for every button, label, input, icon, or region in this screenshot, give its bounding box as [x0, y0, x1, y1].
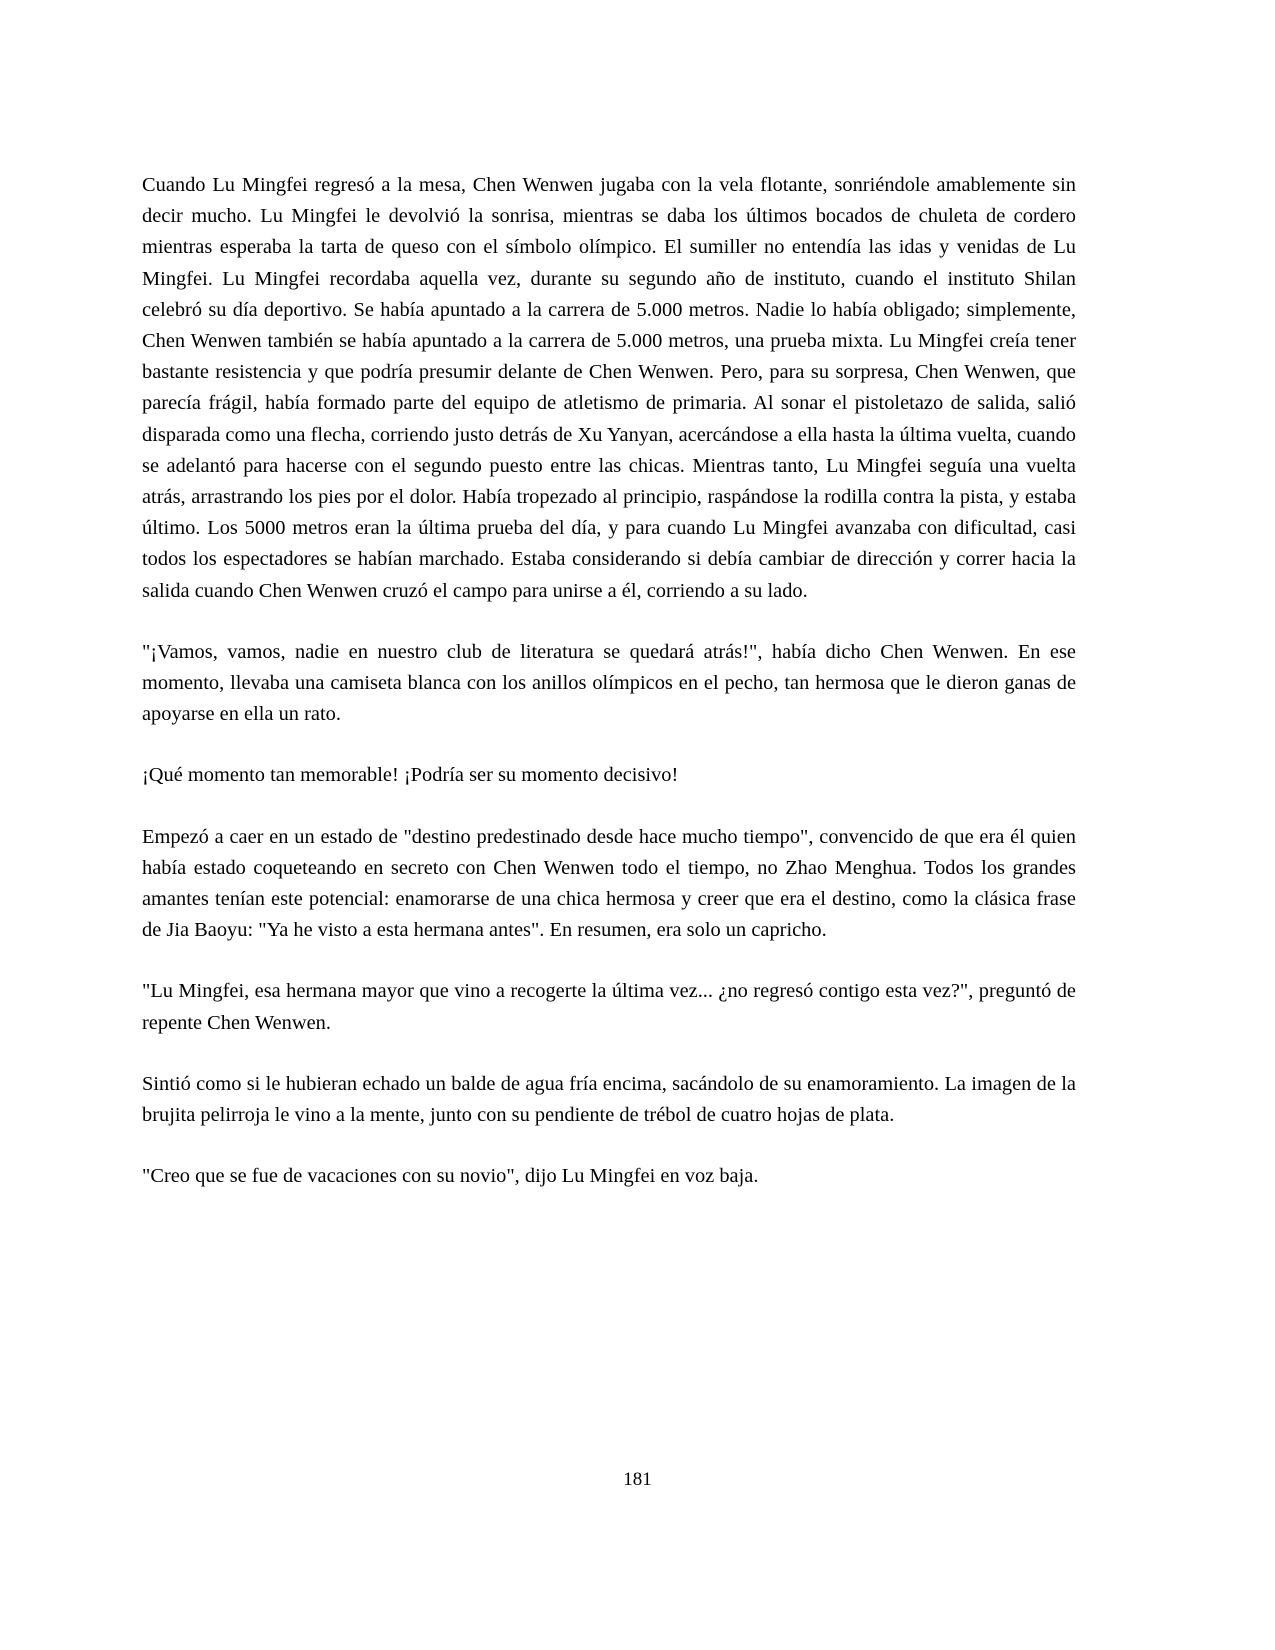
paragraph: Cuando Lu Mingfei regresó a la mesa, Chen Wenwen jugaba con la vela flotante, sonriéndole amablemente sin decir mucho. Lu Mingfei le devolvió la sonrisa, mientras se daba los últimos bocados de chuleta de cordero mientras esperaba la tarta de queso con el símbolo olímpico. El sumiller no entendía las idas y venidas de Lu Mingfei. Lu Mingfei recordaba aquella vez, durante su segundo año de instituto, cuando el instituto Shilan celebró su día deportivo. Se había apuntado a la carrera de 5.000 metros. Nadie lo había obligado; simplemente, Chen Wenwen también se había apuntado a la carrera de 5.000 metros, una prueba mixta. Lu Mingfei creía tener bastante resistencia y que podría presumir delante de Chen Wenwen. Pero, para su sorpresa, Chen Wenwen, que parecía frágil, había formado parte del equipo de atletismo de primaria. Al sonar el pistoletazo de salida, salió disparada como una flecha, corriendo justo detrás de Xu Yanyan, acercándose a ella hasta la última vuelta, cuando se adelantó para hacerse con el segundo puesto entre las chicas. Mientras tanto, Lu Mingfei seguía una vuelta atrás, arrastrando los pies por el dolor. Había tropezado al principio, raspándose la rodilla contra la pista, y estaba último. Los 5000 metros eran la última prueba del día, y para cuando Lu Mingfei avanzaba con dificultad, casi todos los espectadores se habían marchado. Estaba considerando si debía cambiar de dirección y correr hacia la salida cuando Chen Wenwen cruzó el campo para unirse a él, corriendo a su lado. — [142, 174, 1076, 602]
paragraph: "Lu Mingfei, esa hermana mayor que vino a recogerte la última vez... ¿no regresó contigo esta vez?", preguntó de repente Chen Wenwen. — [142, 980, 1076, 1034]
paragraph: "¡Vamos, vamos, nadie en nuestro club de literatura se quedará atrás!", había dicho Chen Wenwen. En ese momento, llevaba una camiseta blanca con los anillos olímpicos en el pecho, tan hermosa que le dieron ganas de apoyarse en ella un rato. — [142, 640, 1076, 726]
paragraph: Sintió como si le hubieran echado un balde de agua fría encima, sacándolo de su enamoramiento. La imagen de la brujita pelirroja le vino a la mente, junto con su pendiente de trébol de cuatro hojas de plata. — [142, 1072, 1076, 1127]
paragraph: "Creo que se fue de vacaciones con su novio", dijo Lu Mingfei en voz baja. — [142, 1165, 759, 1188]
paragraph: Empezó a caer en un estado de "destino predestinado desde hace mucho tiempo", convencido de que era él quien había estado coqueteando en secreto con Chen Wenwen todo el tiempo, no Zhao Menghua. Todos los grandes amantes tenían este potencial: enamorarse de una chica hermosa y creer que era el destino, como la clásica frase de Jia Baoyu: "Ya he visto a esta hermana antes". En resumen, era solo un capricho. — [142, 825, 1076, 942]
page-number: 181 — [623, 1469, 652, 1490]
paragraph: ¡Qué momento tan memorable! ¡Podría ser su momento decisivo! — [142, 764, 679, 787]
body-text-column — [142, 170, 1076, 1192]
